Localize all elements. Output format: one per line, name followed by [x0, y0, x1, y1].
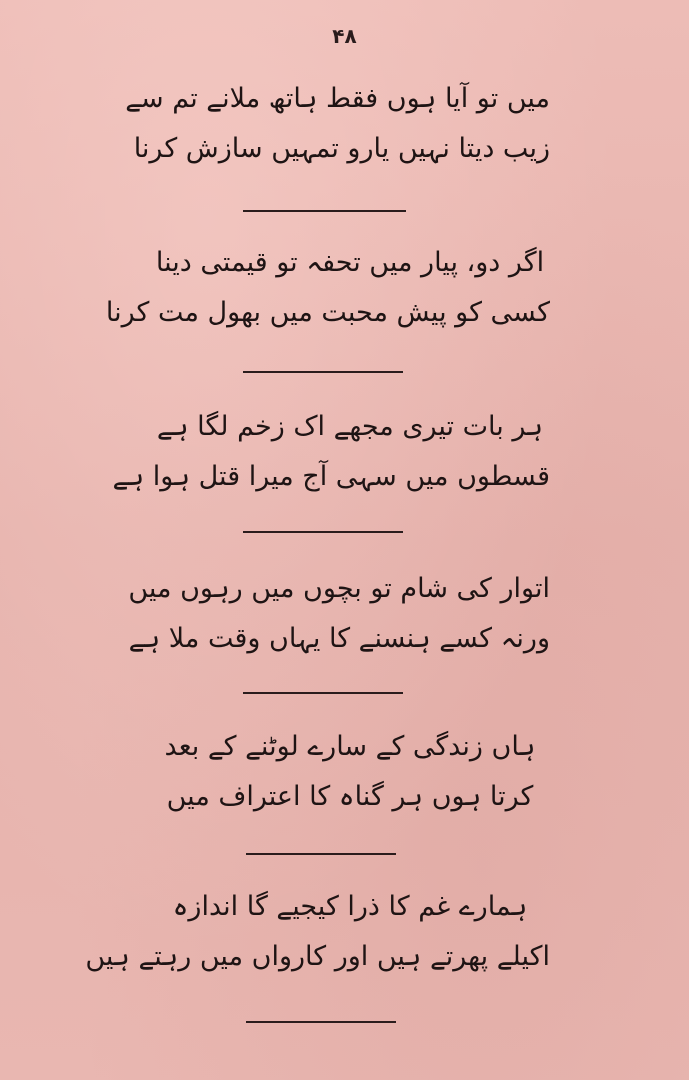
- stanza-6: [85, 882, 550, 982]
- stanza-divider: [243, 692, 403, 694]
- verse-line: ورنہ کسے ہنسنے کا یہاں وقت ملا ہے: [128, 623, 550, 654]
- stanza-1: [125, 74, 550, 174]
- page-number: ۴۸: [332, 24, 357, 48]
- verse-line: اتوار کی شام تو بچوں میں رہوں میں: [128, 573, 550, 604]
- stanza-divider: [243, 210, 406, 212]
- verse-line: کرتا ہوں ہر گناہ کا اعتراف میں: [166, 781, 534, 812]
- stanza-divider: [246, 853, 396, 855]
- stanza-5: [150, 722, 550, 822]
- verse-line: قسطوں میں سہی آج میرا قتل ہوا ہے: [112, 461, 550, 492]
- stanza-divider: [246, 1021, 396, 1023]
- verse-line: ہاں زندگی کے سارے لوٹنے کے بعد: [164, 731, 536, 762]
- verse-line: زیب دیتا نہیں یارو تمہیں سازش کرنا: [133, 133, 550, 164]
- stanza-divider: [243, 371, 403, 373]
- verse-line: اکیلے پھرتے ہیں اور کارواں میں رہتے ہیں: [85, 941, 550, 972]
- stanza-divider: [243, 531, 403, 533]
- verse-line: ہمارے غم کا ذرا کیجیے گا اندازہ: [172, 891, 528, 922]
- verse-line: اگر دو، پیار میں تحفہ تو قیمتی دینا: [155, 247, 545, 278]
- verse-line: کسی کو پیش محبت میں بھول مت کرنا: [105, 297, 550, 328]
- stanza-2: [105, 238, 550, 338]
- verse-line: میں تو آیا ہوں فقط ہاتھ ملانے تم سے: [125, 83, 550, 114]
- verse-line: ہر بات تیری مجھے اک زخم لگا ہے: [156, 411, 544, 442]
- stanza-4: [128, 564, 550, 664]
- stanza-3: [112, 402, 550, 502]
